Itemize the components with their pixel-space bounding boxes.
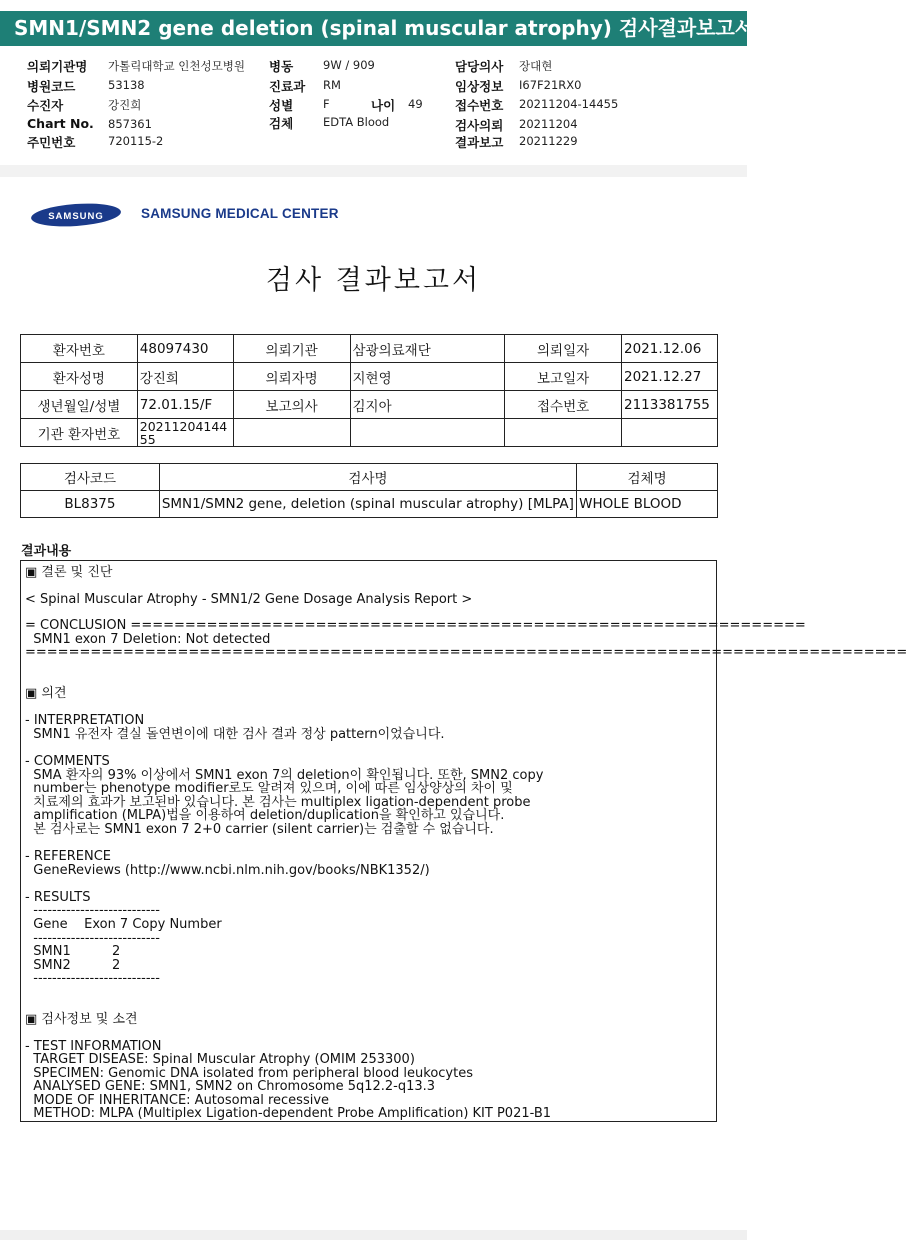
table-row <box>21 491 718 518</box>
meta-value: EDTA Blood <box>323 115 390 129</box>
result-line: SMN1 유전자 결실 돌연변이에 대한 검사 결과 정상 pattern이었습니다. <box>25 727 445 742</box>
meta-label: 병동 <box>269 59 294 74</box>
table-header-cell: 검사명 <box>159 464 576 491</box>
result-line: < Spinal Muscular Atrophy - SMN1/2 Gene Dosage Analysis Report > <box>25 592 473 607</box>
result-section-label: 결과내용 <box>21 544 72 559</box>
table-cell: 2021.12.27 <box>621 363 717 391</box>
table-cell: 기관 환자번호 <box>21 419 138 447</box>
result-line: TARGET DISEASE: Spinal Muscular Atrophy (OMIM 253300) <box>25 1052 415 1067</box>
table-cell: 지현영 <box>350 363 505 391</box>
section-heading: ▣ 검사정보 및 소견 <box>25 1012 138 1027</box>
result-line: = CONCLUSION ============================================================== <box>25 618 806 633</box>
result-line: number는 phenotype modifier로도 알려져 있으며, 이에 따른 임상양상의 차이 및 <box>25 781 513 796</box>
result-line: --------------------------- <box>25 931 160 946</box>
table-cell: 의뢰자명 <box>233 363 350 391</box>
meta-value: 9W / 909 <box>323 58 375 72</box>
table-row <box>21 391 718 419</box>
meta-label: 검사의뢰 <box>455 118 504 133</box>
table-cell: 2113381755 <box>621 391 717 419</box>
meta-value: 강진희 <box>108 98 142 112</box>
result-line: - INTERPRETATION <box>25 713 145 728</box>
meta-label: 임상정보 <box>455 79 504 94</box>
table-cell: 환자성명 <box>21 363 138 391</box>
meta-value: 20211204 <box>519 117 578 131</box>
footer-bar <box>0 1230 747 1240</box>
meta-value: RM <box>323 78 341 92</box>
table-cell <box>233 419 350 447</box>
samsung-logo <box>30 202 122 228</box>
test-table <box>20 463 718 518</box>
table-cell: 72.01.15/F <box>137 391 233 419</box>
meta-label: 검체 <box>269 116 294 131</box>
result-line: --------------------------- <box>25 971 160 986</box>
meta-label: 성별 <box>269 98 294 113</box>
result-line: --------------------------- <box>25 903 160 918</box>
report-title-bar <box>0 11 755 46</box>
report-title: SMN1/SMN2 gene deletion (spinal muscular atrophy) 검사결과보고서 <box>14 16 755 40</box>
result-box <box>20 560 907 1122</box>
meta-header <box>0 50 747 166</box>
meta-label: 주민번호 <box>27 135 76 150</box>
result-line: SPECIMEN: Genomic DNA isolated from peripheral blood leukocytes <box>25 1066 473 1081</box>
table-header-cell: 검체명 <box>577 464 718 491</box>
meta-value: 장대현 <box>519 59 553 73</box>
result-line: - COMMENTS <box>25 754 110 769</box>
section-heading: ▣ 의견 <box>25 686 67 701</box>
result-line: ================================================================================= <box>25 645 907 660</box>
table-cell: 환자번호 <box>21 335 138 363</box>
table-cell: WHOLE BLOOD <box>577 491 718 518</box>
meta-value: 720115-2 <box>108 134 164 148</box>
result-line: SMN2 2 <box>25 958 121 973</box>
meta-label: 병원코드 <box>27 79 76 94</box>
table-cell <box>350 419 505 447</box>
result-line: 치료제의 효과가 보고된바 있습니다. 본 검사는 multiplex ligation-dependent probe <box>25 795 531 810</box>
meta-value: 857361 <box>108 117 152 131</box>
table-cell: 김지아 <box>350 391 505 419</box>
result-line: GeneReviews (http://www.ncbi.nlm.nih.gov/books/NBK1352/) <box>25 863 430 878</box>
result-line: 본 검사로는 SMN1 exon 7 2+0 carrier (silent carrier)는 검출할 수 없습니다. <box>25 822 494 837</box>
meta-value: 53138 <box>108 78 145 92</box>
result-line: - TEST INFORMATION <box>25 1039 162 1054</box>
result-line: - RESULTS <box>25 890 91 905</box>
section-heading: ▣ 결론 및 진단 <box>25 565 113 580</box>
table-header-cell: 검사코드 <box>21 464 160 491</box>
table-cell: 의뢰기관 <box>233 335 350 363</box>
table-cell: 48097430 <box>137 335 233 363</box>
table-cell: 20211204144 55 <box>137 419 233 447</box>
meta-value: F <box>323 97 330 111</box>
meta-label: 담당의사 <box>455 59 504 74</box>
result-line: amplification (MLPA)법을 이용하여 deletion/duplication을 확인하고 있습니다. <box>25 808 505 823</box>
table-cell: 보고의사 <box>233 391 350 419</box>
table-cell <box>505 419 622 447</box>
table-cell: SMN1/SMN2 gene, deletion (spinal muscular atrophy) [MLPA] <box>159 491 576 518</box>
table-header-row <box>21 464 718 491</box>
samsung-logo-text: SAMSUNG <box>48 211 104 222</box>
meta-value: 가톨릭대학교 인천성모병원 <box>108 59 245 73</box>
meta-value: 20211204-14455 <box>519 97 619 111</box>
table-cell: 2021.12.06 <box>621 335 717 363</box>
document-title: 검사 결과보고서 <box>265 265 482 296</box>
table-cell: 강진희 <box>137 363 233 391</box>
meta-label: Chart No. <box>27 116 94 131</box>
separator-bar <box>0 165 747 177</box>
table-row <box>21 363 718 391</box>
result-line: - REFERENCE <box>25 849 112 864</box>
table-cell: 삼광의료재단 <box>350 335 505 363</box>
result-line: SMA 환자의 93% 이상에서 SMN1 exon 7의 deletion이 확인됩니다. 또한, SMN2 copy <box>25 768 544 783</box>
table-cell: BL8375 <box>21 491 160 518</box>
meta-label: 나이 <box>371 98 396 113</box>
meta-label: 결과보고 <box>455 135 504 150</box>
table-cell: 보고일자 <box>505 363 622 391</box>
patient-info-table <box>20 334 718 447</box>
result-line: METHOD: MLPA (Multiplex Ligation-dependent Probe Amplification) KIT P021-B1 <box>25 1106 552 1121</box>
table-cell: 의뢰일자 <box>505 335 622 363</box>
table-cell: 생년월일/성별 <box>21 391 138 419</box>
table-row <box>21 335 718 363</box>
meta-label: 진료과 <box>269 79 306 94</box>
result-line: SMN1 2 <box>25 944 121 959</box>
table-cell: 접수번호 <box>505 391 622 419</box>
meta-label: 의뢰기관명 <box>27 59 88 74</box>
meta-label: 수진자 <box>27 98 64 113</box>
result-line: Gene Exon 7 Copy Number <box>25 917 222 932</box>
meta-value: I67F21RX0 <box>519 78 582 92</box>
result-line: ANALYSED GENE: SMN1, SMN2 on Chromosome 5q12.2-q13.3 <box>25 1079 436 1094</box>
meta-value: 49 <box>408 97 423 111</box>
medical-center-name: SAMSUNG MEDICAL CENTER <box>141 206 339 221</box>
table-row <box>21 419 718 447</box>
table-cell <box>621 419 717 447</box>
meta-value: 20211229 <box>519 134 578 148</box>
result-line: SMN1 exon 7 Deletion: Not detected <box>25 632 271 647</box>
result-line: MODE OF INHERITANCE: Autosomal recessive <box>25 1093 330 1108</box>
meta-label: 접수번호 <box>455 98 504 113</box>
